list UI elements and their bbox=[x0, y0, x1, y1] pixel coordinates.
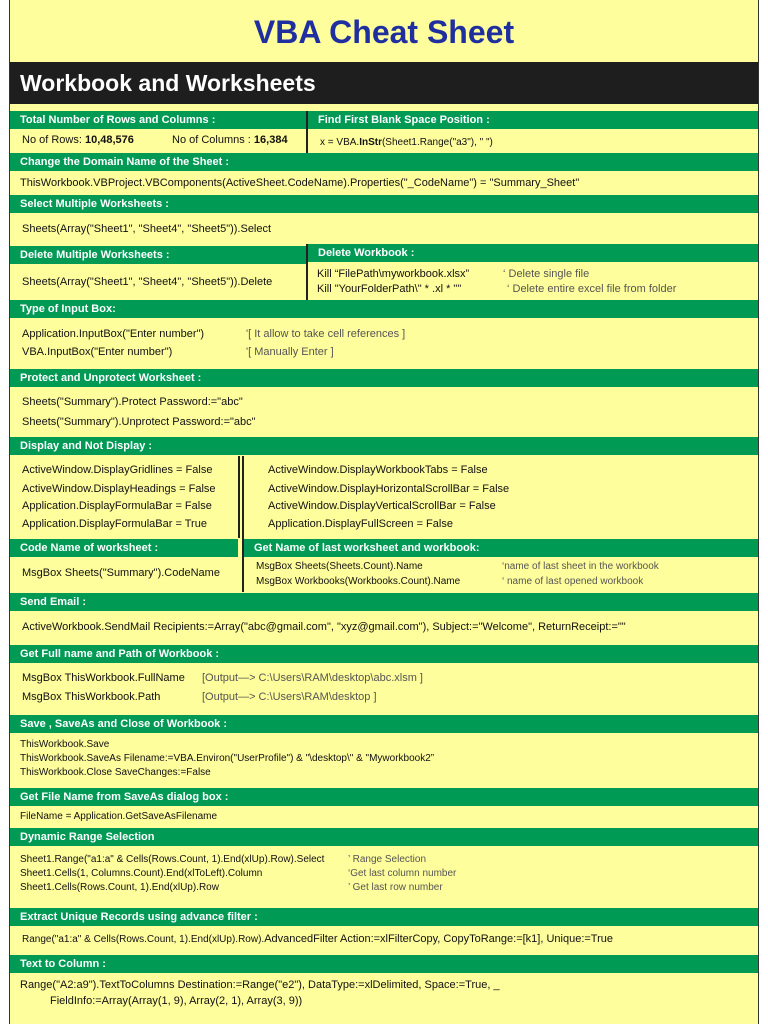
last-workbook-comment: ‘ name of last opened workbook bbox=[502, 576, 644, 587]
unique-records-header: Extract Unique Records using advance filter : bbox=[10, 908, 758, 926]
delete-folder-comment: ‘ Delete entire excel file from folder bbox=[507, 283, 677, 295]
path-output: [Output—> C:\Users\RAM\desktop ] bbox=[202, 691, 377, 703]
delete-workbook-header: Delete Workbook : bbox=[308, 244, 758, 262]
columns-count-text: No of Columns : 16,384 bbox=[172, 134, 288, 146]
text-to-column-code: Range("A2:a9").TextToColumns Destination:=Range("e2"), DataType:=xlDelimited, Space:=True, _ bbox=[20, 979, 500, 991]
dynamic-range-comment: ’ Range Selection bbox=[348, 854, 427, 865]
fullname-code: MsgBox ThisWorkbook.FullName bbox=[22, 672, 185, 684]
application-inputbox-code: Application.InputBox("Enter number") bbox=[22, 328, 205, 340]
display-header: Display and Not Display : bbox=[10, 437, 758, 455]
section-title: Workbook and Worksheets bbox=[10, 62, 758, 104]
divider bbox=[306, 111, 308, 153]
text-to-column-header: Text to Column : bbox=[10, 955, 758, 973]
protect-code: Sheets("Summary").Protect Password:="abc" bbox=[22, 396, 243, 408]
delete-file-comment: ‘ Delete single file bbox=[503, 268, 590, 280]
text-to-column-code-cont: FieldInfo:=Array(Array(1, 9), Array(2, 1), Array(3, 9)) bbox=[50, 995, 303, 1007]
close-code: ThisWorkbook.Close SaveChanges:=False bbox=[20, 767, 211, 778]
domain-name-code: ThisWorkbook.VBProject.VBComponents(ActiveSheet.CodeName).Properties("_CodeName") = "Summary_Sheet" bbox=[20, 177, 580, 189]
display-right-line: ActiveWindow.DisplayVerticalScrollBar = False bbox=[268, 500, 496, 512]
display-right-line: Application.DisplayFullScreen = False bbox=[268, 518, 453, 530]
dynamic-range-comment: ’ Get last row number bbox=[348, 882, 443, 893]
dynamic-range-code: Sheet1.Cells(Rows.Count, 1).End(xlUp).Row bbox=[20, 882, 219, 893]
delete-sheets-header: Delete Multiple Worksheets : bbox=[10, 246, 306, 264]
dynamic-range-comment: ‘Get last column number bbox=[348, 868, 457, 879]
saveas-code: ThisWorkbook.SaveAs Filename:=VBA.Environ("UserProfile") & "\desktop\" & "Myworkbook2” bbox=[20, 753, 435, 764]
dynamic-range-header: Dynamic Range Selection bbox=[10, 828, 758, 846]
display-right-line: ActiveWindow.DisplayHorizontalScrollBar = False bbox=[268, 483, 510, 495]
fullname-output: [Output—> C:\Users\RAM\desktop\abc.xlsm ] bbox=[202, 672, 423, 684]
last-workbook-code: MsgBox Workbooks(Workbooks.Count).Name bbox=[256, 576, 461, 587]
code-name-code: MsgBox Sheets("Summary").CodeName bbox=[22, 567, 220, 579]
delete-sheets-code: Sheets(Array("Sheet1", "Sheet4", "Sheet5")).Delete bbox=[22, 276, 273, 288]
save-header: Save , SaveAs and Close of Workbook : bbox=[10, 715, 758, 733]
select-sheets-header: Select Multiple Worksheets : bbox=[10, 195, 758, 213]
full-name-header: Get Full name and Path of Workbook : bbox=[10, 645, 758, 663]
display-left-line: ActiveWindow.DisplayHeadings = False bbox=[22, 483, 216, 495]
send-email-header: Send Email : bbox=[10, 593, 758, 611]
delete-file-code: Kill “FilePath\myworkbook.xlsx” bbox=[317, 268, 470, 280]
display-left-line: Application.DisplayFormulaBar = False bbox=[22, 500, 212, 512]
application-inputbox-comment: '[ It allow to take cell references ] bbox=[246, 328, 406, 340]
domain-name-header: Change the Domain Name of the Sheet : bbox=[10, 153, 758, 171]
cheat-sheet-page bbox=[9, 0, 759, 1024]
send-email-code: ActiveWorkbook.SendMail Recipients:=Array("abc@gmail.com", "xyz@gmail.com"), Subject:="Welcome", ReturnReceipt:="" bbox=[22, 621, 626, 633]
last-sheet-code: MsgBox Sheets(Sheets.Count).Name bbox=[256, 561, 423, 572]
page-title: VBA Cheat Sheet bbox=[253, 14, 515, 50]
delete-folder-code: Kill "YourFolderPath\" * .xl * "" bbox=[317, 283, 462, 295]
find-blank-code: x = VBA.InStr(Sheet1.Range("a3"), " ") bbox=[320, 137, 493, 148]
input-box-header: Type of Input Box: bbox=[10, 300, 758, 318]
dynamic-range-code: Sheet1.Cells(1, Columns.Count).End(xlToLeft).Column bbox=[20, 868, 263, 879]
last-name-header: Get Name of last worksheet and workbook: bbox=[244, 539, 758, 557]
vba-inputbox-comment: '[ Manually Enter ] bbox=[246, 346, 334, 358]
display-left-line: ActiveWindow.DisplayGridlines = False bbox=[22, 464, 213, 476]
divider bbox=[238, 456, 240, 538]
rows-columns-header: Total Number of Rows and Columns : bbox=[10, 111, 306, 129]
unprotect-code: Sheets("Summary").Unprotect Password:="abc" bbox=[22, 416, 256, 428]
save-code: ThisWorkbook.Save bbox=[20, 739, 110, 750]
getfile-header: Get File Name from SaveAs dialog box : bbox=[10, 788, 758, 806]
display-left-line: Application.DisplayFormulaBar = True bbox=[22, 518, 207, 530]
code-name-header: Code Name of worksheet : bbox=[10, 539, 238, 557]
last-sheet-comment: ‘name of last sheet in the workbook bbox=[502, 561, 659, 572]
divider bbox=[242, 456, 244, 592]
dynamic-range-code: Sheet1.Range("a1:a" & Cells(Rows.Count, 1).End(xlUp).Row).Select bbox=[20, 854, 325, 865]
display-right-line: ActiveWindow.DisplayWorkbookTabs = False bbox=[268, 464, 488, 476]
getfile-code: FileName = Application.GetSaveAsFilename bbox=[20, 811, 218, 822]
select-sheets-code: Sheets(Array("Sheet1", "Sheet4", "Sheet5")).Select bbox=[22, 223, 272, 235]
protect-header: Protect and Unprotect Worksheet : bbox=[10, 369, 758, 387]
find-blank-header: Find First Blank Space Position : bbox=[308, 111, 758, 129]
rows-count-text: No of Rows: 10,48,576 bbox=[22, 134, 134, 146]
vba-inputbox-code: VBA.InputBox("Enter number") bbox=[22, 346, 173, 358]
path-code: MsgBox ThisWorkbook.Path bbox=[22, 691, 161, 703]
divider bbox=[306, 244, 308, 300]
unique-records-code: Range("a1:a" & Cells(Rows.Count, 1).End(xlUp).Row).AdvancedFilter Action:=xlFilterCopy, CopyToRange:=[k1], Unique:=True bbox=[22, 933, 614, 945]
